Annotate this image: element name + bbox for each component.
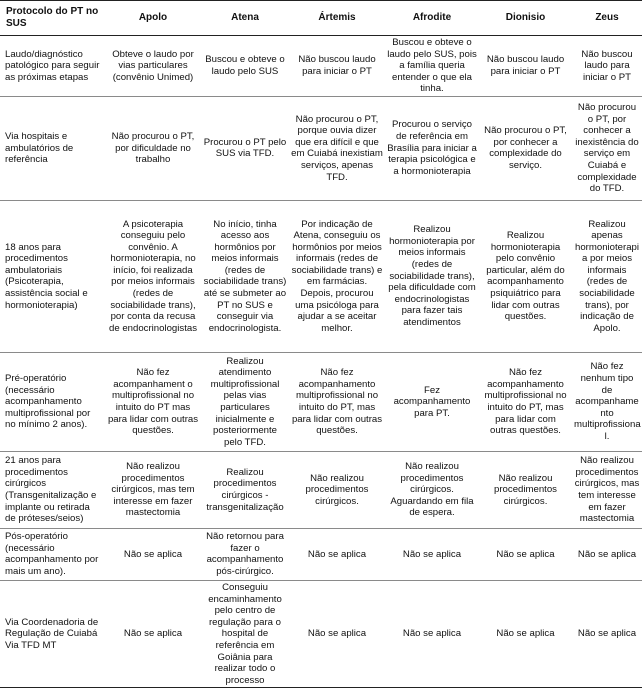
header-afrodite: Afrodite	[385, 1, 479, 36]
table-cell: Não se aplica	[385, 528, 479, 580]
table-cell: Não procurou o PT, por dificuldade no trabalho	[105, 96, 201, 200]
row-label: Via Coordenadoria de Regulação de Cuiabá Via TFD MT	[0, 580, 105, 687]
table-cell: Realizou hormonioterapia pelo convênio particular, além do acompanhamento psiquiátrico para lidar com outras questões.	[479, 200, 572, 352]
row-label: Pós-operatório (necessário acompanhamento por mais um ano).	[0, 528, 105, 580]
table-cell: Não realizou procedimentos cirúrgicos, mas tem interesse em fazer mastectomia	[105, 451, 201, 528]
table-cell: Não realizou procedimentos cirúrgicos.	[479, 451, 572, 528]
table-cell: Não procurou o PT, porque ouvia dizer que era difícil e que em Cuiabá inexistiam serviços, apenas TFD.	[289, 96, 385, 200]
table-cell: Buscou e obteve o laudo pelo SUS	[201, 36, 289, 97]
table-cell: Buscou e obteve o laudo pelo SUS, pois a família queria entender o que ela tinha.	[385, 36, 479, 97]
row-label: Via hospitais e ambulatórios de referência	[0, 96, 105, 200]
table-cell: Não procurou o PT, por conhecer a inexistência do serviço em Cuiabá e complexidade do TFD.	[572, 96, 642, 200]
table-row	[0, 200, 642, 352]
table-cell: Realizou apenas hormonioterapi a por meios informais (redes de sociabilidade trans), por indicação de Apolo.	[572, 200, 642, 352]
table-cell: Realizou procedimentos cirúrgicos - transgenitalização	[201, 451, 289, 528]
header-dionisio: Dionisio	[479, 1, 572, 36]
row-label: 18 anos para procedimentos ambulatoriais (Psicoterapia, assistência social e hormonioterapia)	[0, 200, 105, 352]
table-cell: Procurou o PT pelo SUS via TFD.	[201, 96, 289, 200]
table-cell: Não realizou procedimentos cirúrgicos, mas tem interesse em fazer mastectomia	[572, 451, 642, 528]
header-apolo: Apolo	[105, 1, 201, 36]
table-cell: Não retornou para fazer o acompanhamento pós-cirúrgico.	[201, 528, 289, 580]
row-label: Pré-operatório (necessário acompanhamento multiprofissional por no mínimo 2 anos).	[0, 352, 105, 451]
table-cell: Não fez acompanhamento multiprofissional no intuito do PT, mas para lidar com outras questões.	[289, 352, 385, 451]
table-cell: Não se aplica	[289, 580, 385, 687]
table-row	[0, 580, 642, 687]
header-zeus: Zeus	[572, 1, 642, 36]
table-cell: Não realizou procedimentos cirúrgicos. Aguardando em fila de espera.	[385, 451, 479, 528]
table-cell: Não se aplica	[385, 580, 479, 687]
table-cell: No início, tinha acesso aos hormônios por meios informais (redes de sociabilidade trans) até se submeter ao PT no SUS e conseguir via endocrinologista.	[201, 200, 289, 352]
table-cell: A psicoterapia conseguiu pelo convênio. A hormonioterapia, no início, foi realizada por meios informais (redes de sociabilidade trans), por conta da recusa de endocrinologistas	[105, 200, 201, 352]
table-cell: Fez acompanhamento para PT.	[385, 352, 479, 451]
header-atena: Atena	[201, 1, 289, 36]
table-cell: Conseguiu encaminhamento pelo centro de regulação para o hospital de referência em Goiânia para realizar todo o processo	[201, 580, 289, 687]
table-cell: Realizou hormonioterapia por meios informais (redes de sociabilidade trans), pela dificuldade com endocrinologistas para fazer tais atendimentos	[385, 200, 479, 352]
table-cell: Não se aplica	[289, 528, 385, 580]
table-row	[0, 352, 642, 451]
header-artemis: Ártemis	[289, 1, 385, 36]
table-row	[0, 451, 642, 528]
table-cell: Não fez acompanhamento multiprofissional no intuito do PT, mas para lidar com outras questões.	[479, 352, 572, 451]
table-cell: Realizou atendimento multiprofissional pelas vias particulares inicialmente e posteriormente pelo TFD.	[201, 352, 289, 451]
table-cell: Não se aplica	[572, 580, 642, 687]
table-cell: Procurou o serviço de referência em Brasília para iniciar a terapia psicológica e a hormonioterapia	[385, 96, 479, 200]
table-cell: Não realizou procedimentos cirúrgicos.	[289, 451, 385, 528]
row-label: 21 anos para procedimentos cirúrgicos (Transgenitalização e implante ou retirada de próteses/seios)	[0, 451, 105, 528]
row-label: Laudo/diagnóstico patológico para seguir as próximas etapas	[0, 36, 105, 97]
table-cell: Não se aplica	[479, 580, 572, 687]
table-cell: Não fez acompanhament o multiprofissional no intuito do PT mas para lidar com outras questões.	[105, 352, 201, 451]
table-cell: Não buscou laudo para iniciar o PT	[289, 36, 385, 97]
table-cell: Não buscou laudo para iniciar o PT	[479, 36, 572, 97]
table-row	[0, 36, 642, 97]
table-cell: Não fez nenhum tipo de acompanhame nto multiprofissiona l.	[572, 352, 642, 451]
header-protocol: Protocolo do PT no SUS	[0, 1, 105, 36]
table-cell: Não se aplica	[572, 528, 642, 580]
header-row	[0, 1, 642, 36]
table-row	[0, 528, 642, 580]
table-cell: Não se aplica	[105, 528, 201, 580]
table-row	[0, 96, 642, 200]
table-cell: Por indicação de Atena, conseguiu os hormônios por meios informais (redes de sociabilidade trans) e em farmácias. Depois, procurou uma psicóloga para ajudar a se aceitar melhor.	[289, 200, 385, 352]
table-cell: Não buscou laudo para iniciar o PT	[572, 36, 642, 97]
table-cell: Não se aplica	[479, 528, 572, 580]
table-cell: Obteve o laudo por vias particulares (convênio Unimed)	[105, 36, 201, 97]
table-cell: Não procurou o PT, por conhecer a complexidade do serviço.	[479, 96, 572, 200]
table-cell: Não se aplica	[105, 580, 201, 687]
